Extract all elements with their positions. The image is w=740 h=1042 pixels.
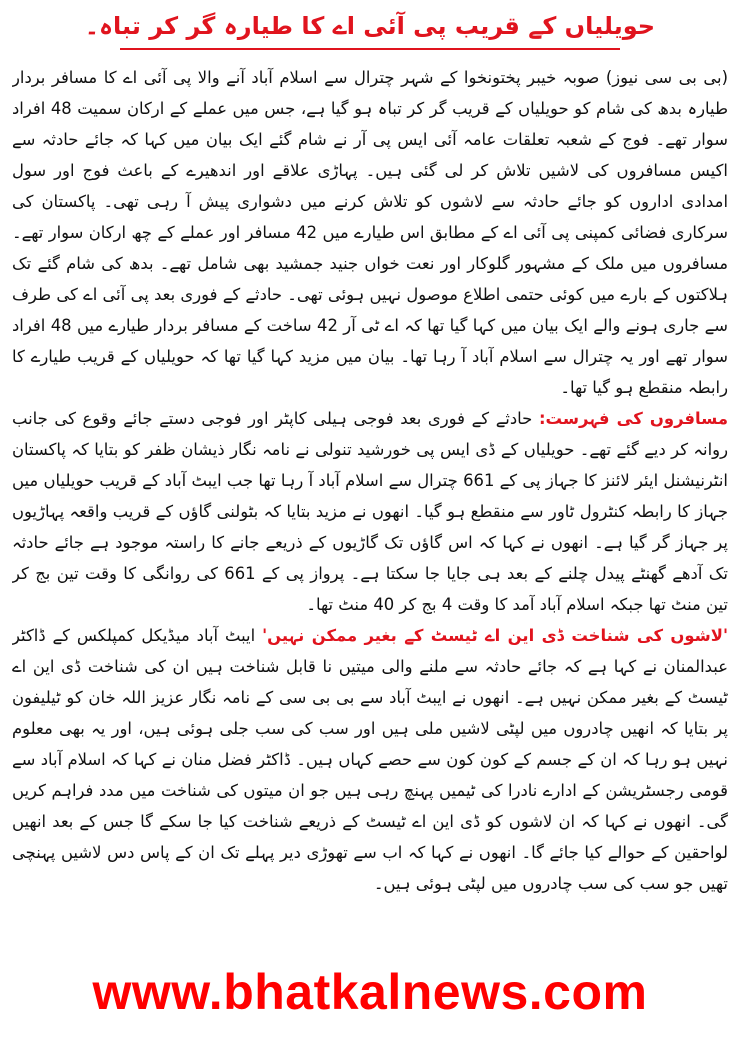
paragraph-dna-text: ایبٹ آباد میڈیکل کمپلکس کے ڈاکٹر عبدالمنان نے کہا ہے کہ جائے حادثہ سے ملنے والی میتیں نا قابل شناخت ہیں ان کی شناخت ڈی این اے ٹیسٹ کے بغیر ممکن نہیں ہے۔ انھوں نے ایبٹ آباد سے بی بی سی کے نامہ نگار عزیز اللہ خان کو ٹیلیفون پر بتایا کہ انھیں چادروں میں لپٹی لاشیں ملی ہیں اور سب کی سب جلی ہوئی ہیں، اور یہ بھی معلوم نہیں ہو رہا کہ ان کے جسم کے کون کون سے حصے کہاں ہیں۔ ڈاکٹر فضل منان نے کہا کہ اسلام آباد سے قومی رجسٹریشن کے ادارے نادرا کی ٹیمیں پہنچ رہی ہیں جو ان میتوں کی شناخت میں مدد فراہم کریں گی۔ انھوں نے کہا کہ ان لاشوں کو ڈی این اے ٹیسٹ کے ذریعے شناخت کیا جا سکے گا جس کے بعد انھیں لواحقین کے حوالے کیا جائے گا۔ انھوں نے کہا کہ اب سے تھوڑی دیر پہلے تک ان کے پاس دس لاشیں پہنچی تھیں جو سب کی سب چادروں میں لپٹی ہوئی ہیں۔ [12,626,728,893]
subhead-dna-identification: 'لاشوں کی شناخت ڈی این اے ٹیسٹ کے بغیر ممکن نہیں' [262,626,728,645]
paragraph-passengers [12,403,728,620]
paragraph-intro-text: (بی بی سی نیوز) صوبہ خیبر پختونخوا کے شہر چترال سے اسلام آباد آنے والا پی آئی اے کا مسافر بردار طیارہ بدھ کی شام کو حویلیاں کے قریب گر کر تباہ ہو گیا ہے، جس میں عملے کے ارکان سمیت 48 افراد سوار تھے۔ فوج کے شعبہ تعلقات عامہ آئی ایس پی آر نے شام گئے ایک بیان میں کہا کہ جائے حادثہ سے اکیس مسافروں کی لاشیں تلاش کر لی گئی ہیں۔ پہاڑی علاقے اور اندھیرے کے باعث فوج اور سول امدادی اداروں کو جائے حادثہ سے لاشوں کو تلاش کرنے میں دشواری پیش آ رہی تھی۔ پاکستان کی سرکاری فضائی کمپنی پی آئی اے کے مطابق اس طیارے میں 42 مسافر اور عملے کے چھ ارکان سوار تھے۔ مسافروں میں ملک کے مشہور گلوکار اور نعت خواں جنید جمشید بھی شامل تھے۔ بدھ کی شام گئے تک ہلاکتوں کے بارے میں کوئی حتمی اطلاع موصول نہیں ہوئی تھی۔ حادثے کے فوری بعد پی آئی اے کی طرف سے جاری ہونے والے ایک بیان میں کہا گیا تھا کہ اے ٹی آر 42 ساخت کے مسافر بردار طیارے میں 48 افراد سوار تھے اور یہ چترال سے اسلام آباد آ رہا تھا۔ بیان میں مزید کہا گیا تھا کہ حویلیاں کے قریب طیارے کا رابطہ منقطع ہو گیا تھا۔ [12,68,728,397]
paragraph-dna [12,620,728,899]
paragraph-passengers-text: حادثے کے فوری بعد فوجی ہیلی کاپٹر اور فوجی دستے جائے وقوع کی جانب روانہ کر دیے گئے تھے۔ حویلیاں کے ڈی ایس پی خورشید تنولی نے نامہ نگار ذیشان ظفر کو بتایا کہ پاکستان انٹرنیشنل ایئر لائنز کا جہاز پی کے 661 چترال سے اسلام آباد آ رہا تھا جب ایبٹ آباد کے قریب حویلیاں میں جہاز کا رابطہ کنٹرول ٹاور سے منقطع ہو گیا۔ انھوں نے مزید بتایا کہ بٹولنی گاؤں کے قریب واقعہ پہاڑیوں پر جہاز گر گیا ہے۔ انھوں نے کہا کہ اس گاؤں تک گاڑیوں کے ذریعے جانے کا راستہ موجود ہے جائے حادثہ تک آدھے گھنٹے پیدل چلنے کے بعد ہی جایا جا سکتا ہے۔ پرواز پی کے 661 کی روانگی کا وقت تین بج کر تین منٹ تھا جبکہ اسلام آباد آمد کا وقت 4 بج کر 40 منٹ تھا۔ [12,409,728,614]
headline: حویلیاں کے قریب پی آئی اے کا طیارہ گر کر تباہ۔ [84,12,656,40]
subhead-passenger-list: مسافروں کی فہرست: [538,409,728,428]
site-url-footer: www.bhatkalnews.com [92,964,648,1020]
article-body [12,62,728,934]
paragraph-intro [12,62,728,403]
headline-rule [120,48,620,50]
